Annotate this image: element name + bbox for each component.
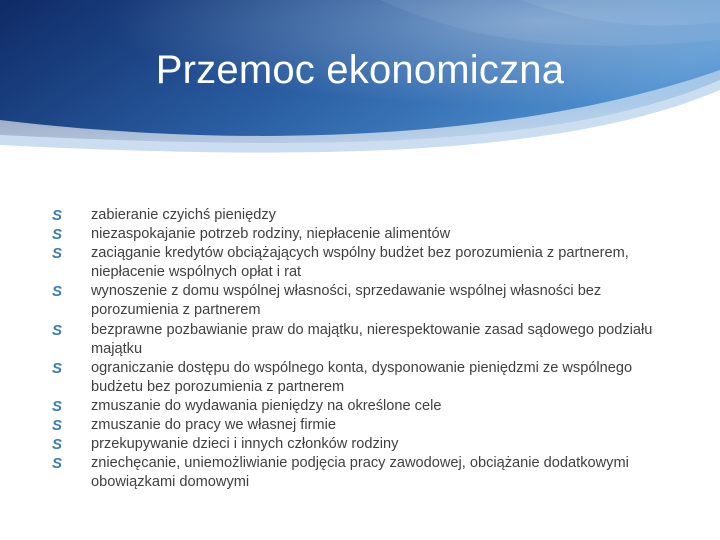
header-background (0, 0, 720, 190)
bullet-s-icon: S (52, 207, 63, 224)
bullet-s-icon: S (52, 397, 63, 415)
bullet-text: zaciąganie kredytów obciążających wspólny budżet bez porozumienia z partnerem, niepłacenie wspólnych opłat i rat (91, 245, 629, 281)
bullet-item (52, 435, 662, 454)
bullet-text: ograniczanie dostępu do wspólnego konta, dysponowanie pieniędzmi ze wspólnego budżetu bez porozumienia z partnerem (91, 359, 633, 395)
bullet-list (52, 206, 662, 492)
bullet-s-icon: S (52, 359, 63, 377)
bullet-item (52, 225, 662, 244)
bullet-s-icon: S (52, 321, 63, 339)
bullet-text: niezaspokajanie potrzeb rodziny, niepłacenie alimentów (91, 226, 451, 243)
slide-title: Przemoc ekonomiczna (155, 48, 565, 92)
bullet-item (52, 282, 662, 320)
bullet-text: zabieranie czyichś pieniędzy (91, 207, 276, 223)
bullet-item (52, 359, 662, 397)
bullet-text: przekupywanie dzieci i innych członków rodziny (91, 436, 399, 453)
bullet-item (52, 321, 662, 359)
bullet-item (52, 397, 662, 416)
bullet-item (52, 244, 662, 282)
bullet-text: zmuszanie do wydawania pieniędzy na określone cele (91, 397, 442, 414)
bullet-s-icon: S (52, 436, 63, 454)
bullet-s-icon: S (52, 417, 63, 435)
bullet-item (52, 454, 662, 492)
bullet-text: zniechęcanie, uniemożliwianie podjęcia pracy zawodowej, obciążanie dodatkowymi obowiązkami domowymi (91, 455, 629, 491)
bullet-s-icon: S (52, 455, 63, 473)
bullet-item (52, 416, 662, 435)
bullet-s-icon: S (52, 283, 63, 301)
bullet-text: zmuszanie do pracy we własnej firmie (91, 417, 336, 434)
bullet-s-icon: S (52, 226, 63, 244)
bullet-text: wynoszenie z domu wspólnej własności, sprzedawanie wspólnej własności bez porozumienia z partnerem (91, 283, 602, 319)
bullet-item (52, 206, 662, 225)
bullet-text: bezprawne pozbawianie praw do majątku, nierespektowanie zasad sądowego podziału majątku (91, 321, 653, 357)
bullet-s-icon: S (52, 245, 63, 263)
